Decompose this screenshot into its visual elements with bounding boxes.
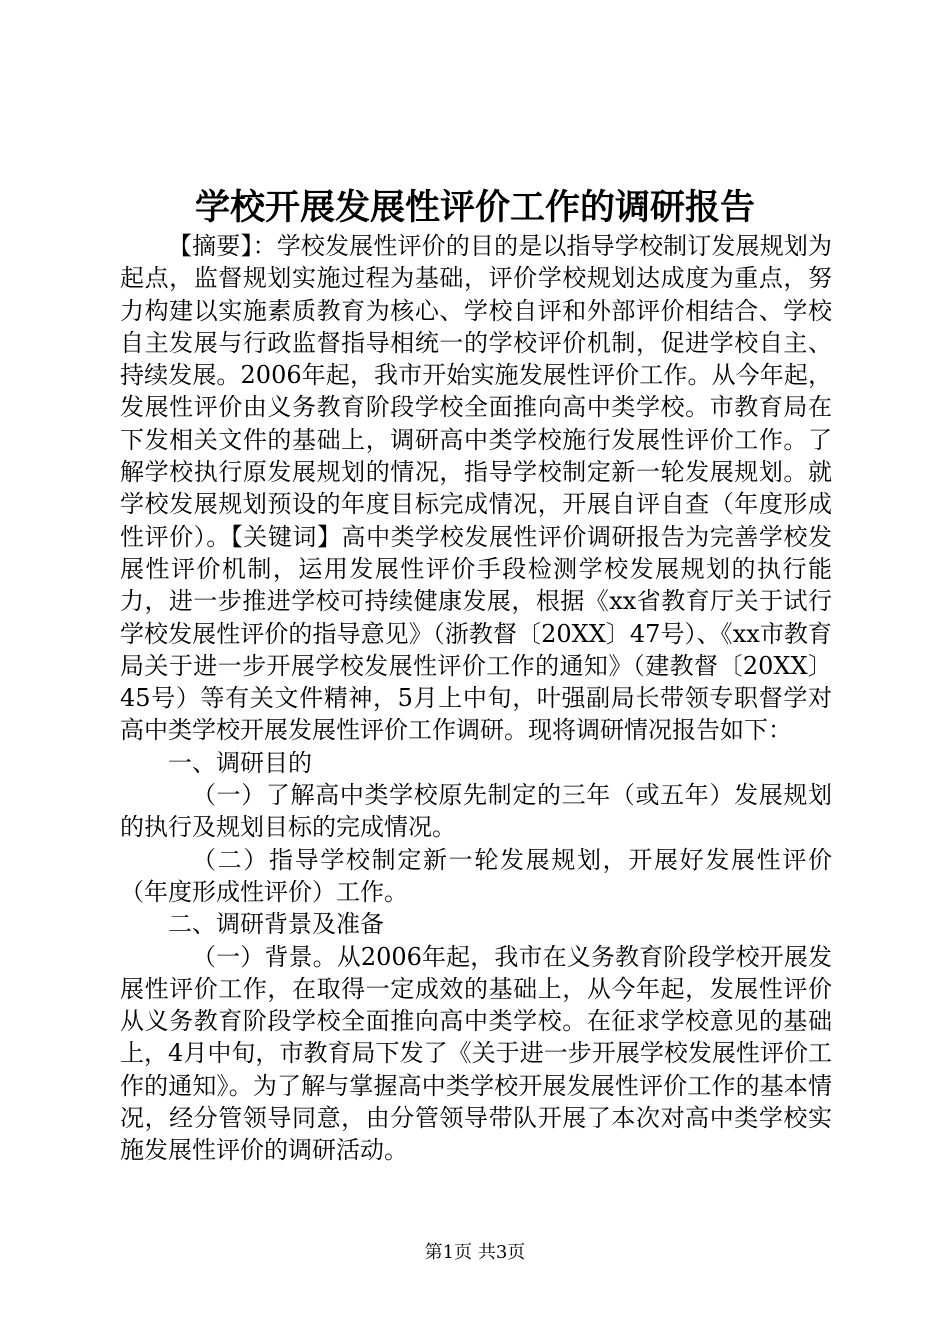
background-paragraph: （一）背景。从2006年起，我市在义务教育阶段学校开展发展性评价工作，在取得一定成效的基础上，从今年起，发展性评价从义务教育阶段学校全面推向高中类学校。在征求学校意见的基础上，4月中旬，市教育局下发了《关于进一步开展学校发展性评价工作的通知》。为了解与掌握高中类学校开展发展性评价工作的基本情况，经分管领导同意，由分管领导带队开展了本次对高中类学校实施发展性评价的调研活动。: [120, 942, 832, 1165]
section-heading-background: 二、调研背景及准备: [168, 910, 384, 939]
document-title: 学校开展发展性评价工作的调研报告: [194, 187, 755, 228]
abstract-paragraph: 【摘要】：学校发展性评价的目的是以指导学校制订发展规划为起点，监督规划实施过程为基础，评价学校规划达成度为重点，努力构建以实施素质教育为核心、学校自评和外部评价相结合、学校自主发展与行政监督指导相统一的学校评价机制，促进学校自主、持续发展。2006年起，我市开始实施发展性评价工作。从今年起，发展性评价由义务教育阶段学校全面推向高中类学校。市教育局在下发相关文件的基础上，调研高中类学校施行发展性评价工作。了解学校执行原发展规划的情况，指导学校制定新一轮发展规划。就学校发展规划预设的年度目标完成情况，开展自评自查（年度形成性评价）。【关键词】高中类学校发展性评价调研报告为完善学校发展性评价机制，运用发展性评价手段检测学校发展规划的执行能力，进一步推进学校可持续健康发展，根据《xx省教育厅关于试行学校发展性评价的指导意见》（浙教督〔20XX〕47号）、《xx市教育局关于进一步开展学校发展性评价工作的通知》（建教督〔20XX〕45号）等有关文件精神，5月上中旬，叶强副局长带领专职督学对高中类学校开展发展性评价工作调研。现将调研情况报告如下：: [120, 232, 832, 745]
purpose-item-1: （一）了解高中类学校原先制定的三年（或五年）发展规划的执行及规划目标的完成情况。: [120, 781, 832, 842]
page-number-footer: 第1页 共3页: [424, 1242, 526, 1263]
document-body: [120, 230, 832, 1167]
section-heading-purpose: 一、调研目的: [168, 748, 312, 777]
purpose-item-2: （二）指导学校制定新一轮发展规划，开展好发展性评价（年度形成性评价）工作。: [120, 845, 832, 906]
